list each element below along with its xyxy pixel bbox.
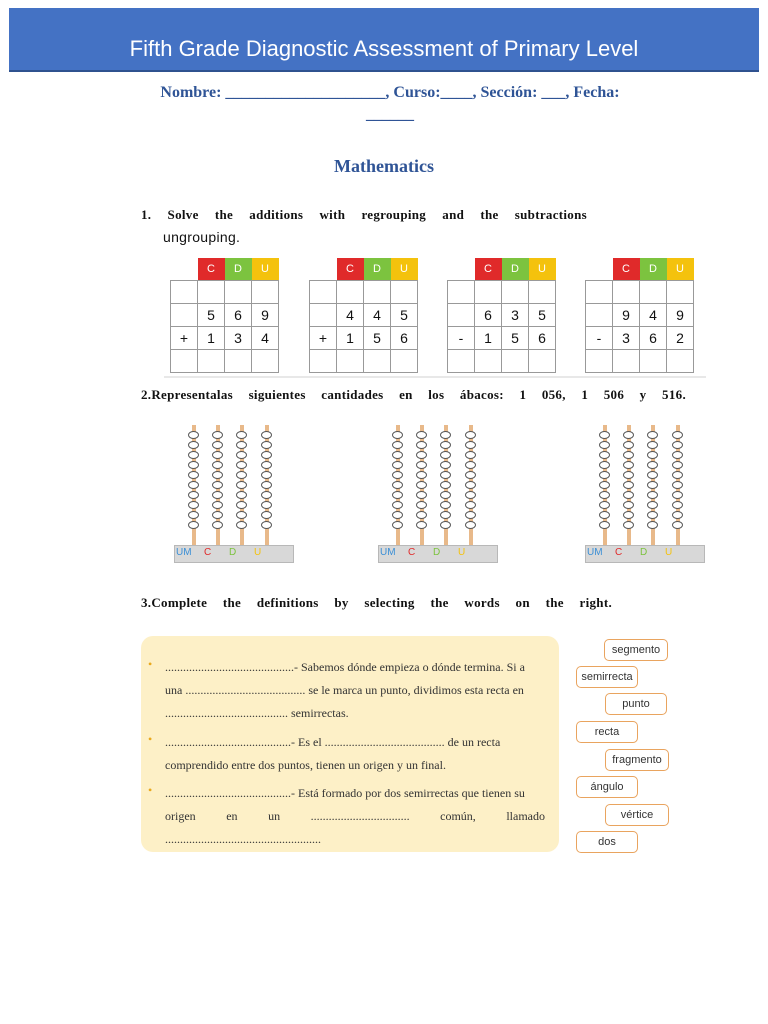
abacus-bead[interactable] xyxy=(647,481,658,489)
digit-cell: 5 xyxy=(391,304,418,327)
definition-3 xyxy=(165,782,545,851)
abacus-bead[interactable] xyxy=(416,431,427,439)
definition-2 xyxy=(165,731,545,777)
abacus-bead[interactable] xyxy=(672,511,683,519)
abacus-bead[interactable] xyxy=(465,471,476,479)
abacus-bead[interactable] xyxy=(672,491,683,499)
carry-cell[interactable] xyxy=(171,281,198,304)
header-blank-cell xyxy=(171,258,198,281)
column-header-c: C xyxy=(475,258,502,281)
abacus-1 xyxy=(174,425,299,575)
carry-cell[interactable] xyxy=(448,281,475,304)
abacus-bead[interactable] xyxy=(599,461,610,469)
abacus-bead[interactable] xyxy=(599,501,610,509)
answer-cell[interactable] xyxy=(171,350,198,373)
abacus-bead[interactable] xyxy=(440,511,451,519)
abacus-bead[interactable] xyxy=(188,491,199,499)
header-blank-cell xyxy=(310,258,337,281)
answer-cell[interactable] xyxy=(391,350,418,373)
abacus-bead[interactable] xyxy=(261,481,272,489)
abacus-bead[interactable] xyxy=(188,441,199,449)
header-blank-cell xyxy=(448,258,475,281)
abacus-bead[interactable] xyxy=(599,441,610,449)
operation-table-1 xyxy=(170,258,279,373)
abacus-bead[interactable] xyxy=(465,431,476,439)
student-info-line2: ______ xyxy=(366,106,414,123)
carry-cell[interactable] xyxy=(310,281,337,304)
abacus-bead[interactable] xyxy=(416,441,427,449)
digit-cell: 6 xyxy=(529,327,556,350)
abacus-label-c: C xyxy=(408,547,416,558)
carry-cell[interactable] xyxy=(475,281,502,304)
abacus-bead[interactable] xyxy=(212,511,223,519)
answer-cell[interactable] xyxy=(640,350,667,373)
abacus-bead[interactable] xyxy=(672,431,683,439)
abacus-bead[interactable] xyxy=(440,491,451,499)
carry-cell[interactable] xyxy=(225,281,252,304)
digit-cell: 4 xyxy=(640,304,667,327)
abacus-bead[interactable] xyxy=(261,451,272,459)
abacus-bead[interactable] xyxy=(236,431,247,439)
definition-2-line-1: ..........................................- Es el ........................................ de un recta xyxy=(165,735,501,749)
abacus-bead[interactable] xyxy=(672,471,683,479)
abacus-bead[interactable] xyxy=(188,471,199,479)
abacus-bead[interactable] xyxy=(236,461,247,469)
abacus-bead[interactable] xyxy=(599,471,610,479)
question-1-text: 1. Solve the additions with regrouping and the subtractions xyxy=(141,207,587,222)
digit-cell: 6 xyxy=(391,327,418,350)
abacus-bead[interactable] xyxy=(440,471,451,479)
abacus-bead[interactable] xyxy=(212,461,223,469)
definition-1-line-2: una ........................................ se le marca un punto, dividimos esta recta en xyxy=(165,683,524,697)
abacus-bead[interactable] xyxy=(465,521,476,529)
bullet-icon: • xyxy=(148,657,153,671)
abacus-bead[interactable] xyxy=(416,501,427,509)
answer-cell[interactable] xyxy=(448,350,475,373)
column-header-u: U xyxy=(529,258,556,281)
abacus-label-d: D xyxy=(433,547,441,558)
answer-cell[interactable] xyxy=(364,350,391,373)
digit-cell: 4 xyxy=(364,304,391,327)
operation-table-3 xyxy=(447,258,556,373)
abacus-bead[interactable] xyxy=(212,491,223,499)
abacus-bead[interactable] xyxy=(647,441,658,449)
sign-cell xyxy=(586,304,613,327)
word-semirrecta[interactable]: semirrecta xyxy=(576,666,638,688)
abacus-label-c: C xyxy=(204,547,212,558)
abacus-bead[interactable] xyxy=(599,481,610,489)
abacus-bead[interactable] xyxy=(416,491,427,499)
abacus-bead[interactable] xyxy=(465,511,476,519)
abacus-label-um: UM xyxy=(587,547,603,558)
abacus-bead[interactable] xyxy=(440,461,451,469)
abacus-bead[interactable] xyxy=(392,451,403,459)
abacus-bead[interactable] xyxy=(392,461,403,469)
column-header-d: D xyxy=(364,258,391,281)
abacus-bead[interactable] xyxy=(599,491,610,499)
column-header-d: D xyxy=(502,258,529,281)
column-header-c: C xyxy=(613,258,640,281)
carry-cell[interactable] xyxy=(252,281,279,304)
bullet-icon: • xyxy=(148,783,153,797)
abacus-bead[interactable] xyxy=(212,451,223,459)
definition-3-line-1: ..........................................- Está formado por dos semirrectas que tienen su xyxy=(165,786,525,800)
abacus-bead[interactable] xyxy=(261,461,272,469)
digit-cell: 3 xyxy=(225,327,252,350)
abacus-bead[interactable] xyxy=(416,521,427,529)
abacus-bead[interactable] xyxy=(188,501,199,509)
word-segmento[interactable]: segmento xyxy=(604,639,668,661)
abacus-bead[interactable] xyxy=(599,521,610,529)
abacus-bead[interactable] xyxy=(188,451,199,459)
question-3-text: 3.Complete the definitions by selecting the words on the right. xyxy=(141,595,612,610)
abacus-bead[interactable] xyxy=(623,451,634,459)
digit-cell: 5 xyxy=(364,327,391,350)
abacus-label-um: UM xyxy=(380,547,396,558)
abacus-bead[interactable] xyxy=(236,481,247,489)
abacus-bead[interactable] xyxy=(261,521,272,529)
carry-cell[interactable] xyxy=(391,281,418,304)
column-header-c: C xyxy=(198,258,225,281)
abacus-bead[interactable] xyxy=(672,501,683,509)
word-angulo[interactable]: ángulo xyxy=(576,776,638,798)
carry-cell[interactable] xyxy=(198,281,225,304)
abacus-bead[interactable] xyxy=(188,521,199,529)
digit-cell: 9 xyxy=(252,304,279,327)
abacus-bead[interactable] xyxy=(212,471,223,479)
abacus-bead[interactable] xyxy=(416,461,427,469)
column-header-d: D xyxy=(640,258,667,281)
abacus-bead[interactable] xyxy=(623,461,634,469)
abacus-bead[interactable] xyxy=(647,431,658,439)
abacus-bead[interactable] xyxy=(623,431,634,439)
answer-cell[interactable] xyxy=(225,350,252,373)
word-recta[interactable]: recta xyxy=(576,721,638,743)
abacus-bead[interactable] xyxy=(647,451,658,459)
operation-tables xyxy=(164,252,706,378)
abacus-bead[interactable] xyxy=(599,511,610,519)
abacus-bead[interactable] xyxy=(392,471,403,479)
carry-cell[interactable] xyxy=(529,281,556,304)
carry-cell[interactable] xyxy=(337,281,364,304)
digit-cell: 4 xyxy=(337,304,364,327)
digit-cell: 1 xyxy=(337,327,364,350)
abacus-bead[interactable] xyxy=(236,491,247,499)
abacus-bead[interactable] xyxy=(623,511,634,519)
abacus-bead[interactable] xyxy=(623,521,634,529)
carry-cell[interactable] xyxy=(586,281,613,304)
carry-cell[interactable] xyxy=(640,281,667,304)
abacus-2 xyxy=(378,425,503,575)
abacus-bead[interactable] xyxy=(392,441,403,449)
abacus-bead[interactable] xyxy=(440,431,451,439)
abacus-bead[interactable] xyxy=(188,431,199,439)
abacus-bead[interactable] xyxy=(212,441,223,449)
abacus-bead[interactable] xyxy=(647,511,658,519)
page-title: Fifth Grade Diagnostic Assessment of Primary Level xyxy=(129,36,639,61)
answer-cell[interactable] xyxy=(613,350,640,373)
abacus-bead[interactable] xyxy=(672,461,683,469)
sign-cell xyxy=(310,304,337,327)
abacus-bead[interactable] xyxy=(236,471,247,479)
abacus-bead[interactable] xyxy=(261,471,272,479)
definition-2-line-2: comprendido entre dos puntos, tienen un origen y un final. xyxy=(165,758,446,772)
operator-sign: - xyxy=(586,327,613,350)
abacus-bead[interactable] xyxy=(465,481,476,489)
abacus-bead[interactable] xyxy=(236,501,247,509)
abacus-bead[interactable] xyxy=(672,441,683,449)
abacus-bead[interactable] xyxy=(599,431,610,439)
operation-table-4 xyxy=(585,258,694,373)
sign-cell xyxy=(171,304,198,327)
student-info-line1: Nombre: ____________________, Curso:____, Sección: ___, Fecha: xyxy=(160,84,620,101)
abacus-bead[interactable] xyxy=(672,521,683,529)
abacus-bead[interactable] xyxy=(440,501,451,509)
abacus-label-c: C xyxy=(615,547,623,558)
abacus-bead[interactable] xyxy=(261,511,272,519)
abacus-bead[interactable] xyxy=(623,501,634,509)
abacus-bead[interactable] xyxy=(392,491,403,499)
abacus-bead[interactable] xyxy=(440,481,451,489)
abacus-bead[interactable] xyxy=(261,441,272,449)
answer-cell[interactable] xyxy=(310,350,337,373)
column-header-u: U xyxy=(252,258,279,281)
definitions-box xyxy=(141,636,559,852)
digit-cell: 3 xyxy=(613,327,640,350)
abacus-bead[interactable] xyxy=(188,511,199,519)
abacus-bead[interactable] xyxy=(236,521,247,529)
abacus-bead[interactable] xyxy=(392,501,403,509)
abacus-bead[interactable] xyxy=(465,441,476,449)
abacus-label-u: U xyxy=(254,547,262,558)
definition-3-line-2: origen en un ................................. común, llamado .................................................... xyxy=(165,809,545,846)
abacus-bead[interactable] xyxy=(672,451,683,459)
column-header-c: C xyxy=(337,258,364,281)
abacus-bead[interactable] xyxy=(236,451,247,459)
abacus-bead[interactable] xyxy=(647,501,658,509)
abacus-bead[interactable] xyxy=(647,471,658,479)
abacus-bead[interactable] xyxy=(623,481,634,489)
abacus-bead[interactable] xyxy=(212,501,223,509)
operator-sign: - xyxy=(448,327,475,350)
header-blank-cell xyxy=(586,258,613,281)
abacus-bead[interactable] xyxy=(440,521,451,529)
definition-1-line-1: ...........................................- Sabemos dónde empieza o dónde termina. Si a xyxy=(165,660,525,674)
definition-1-line-3: ......................................... semirrectas. xyxy=(165,706,349,720)
column-header-u: U xyxy=(667,258,694,281)
abacus-bead[interactable] xyxy=(261,501,272,509)
abacus-bead[interactable] xyxy=(440,451,451,459)
abacus-bead[interactable] xyxy=(261,491,272,499)
word-dos[interactable]: dos xyxy=(576,831,638,853)
abacus-bead[interactable] xyxy=(212,431,223,439)
word-punto[interactable]: punto xyxy=(605,693,667,715)
abacus-bead[interactable] xyxy=(672,481,683,489)
abacus-bead[interactable] xyxy=(188,481,199,489)
abacus-bead[interactable] xyxy=(392,521,403,529)
sign-cell xyxy=(448,304,475,327)
definition-1 xyxy=(165,656,545,725)
abacus-bead[interactable] xyxy=(623,441,634,449)
digit-cell: 5 xyxy=(198,304,225,327)
abacus-bead[interactable] xyxy=(261,431,272,439)
carry-cell[interactable] xyxy=(667,281,694,304)
question-1-text-cont: ungrouping. xyxy=(163,229,241,245)
abacus-bead[interactable] xyxy=(647,491,658,499)
digit-cell: 3 xyxy=(502,304,529,327)
answer-cell[interactable] xyxy=(586,350,613,373)
subject-title: Mathematics xyxy=(334,156,434,176)
answer-cell[interactable] xyxy=(475,350,502,373)
abacus-bead[interactable] xyxy=(392,481,403,489)
abacus-bead[interactable] xyxy=(465,461,476,469)
digit-cell: 5 xyxy=(529,304,556,327)
abacus-label-u: U xyxy=(458,547,466,558)
abacus-bead[interactable] xyxy=(647,521,658,529)
header-banner xyxy=(9,8,759,72)
operator-sign: + xyxy=(310,327,337,350)
answer-cell[interactable] xyxy=(198,350,225,373)
word-vertice[interactable]: vértice xyxy=(605,804,669,826)
abacus-3 xyxy=(585,425,710,575)
carry-cell[interactable] xyxy=(364,281,391,304)
abacus-bead[interactable] xyxy=(465,501,476,509)
abacus-bead[interactable] xyxy=(212,521,223,529)
abacus-bead[interactable] xyxy=(236,511,247,519)
abacus-label-d: D xyxy=(229,547,237,558)
digit-cell: 6 xyxy=(475,304,502,327)
carry-cell[interactable] xyxy=(613,281,640,304)
digit-cell: 9 xyxy=(667,304,694,327)
abacus-bead[interactable] xyxy=(623,491,634,499)
bullet-icon: • xyxy=(148,732,153,746)
column-header-u: U xyxy=(391,258,418,281)
abacus-bead[interactable] xyxy=(599,451,610,459)
abacus-bead[interactable] xyxy=(647,461,658,469)
abacus-bead[interactable] xyxy=(416,481,427,489)
abacus-bead[interactable] xyxy=(416,451,427,459)
abacus-bead[interactable] xyxy=(236,441,247,449)
carry-cell[interactable] xyxy=(502,281,529,304)
digit-cell: 4 xyxy=(252,327,279,350)
abacus-bead[interactable] xyxy=(392,431,403,439)
digit-cell: 5 xyxy=(502,327,529,350)
word-fragmento[interactable]: fragmento xyxy=(605,749,669,771)
operation-table-2 xyxy=(309,258,418,373)
abacus-bead[interactable] xyxy=(392,511,403,519)
answer-cell[interactable] xyxy=(337,350,364,373)
column-header-d: D xyxy=(225,258,252,281)
abacus-bead[interactable] xyxy=(416,471,427,479)
abacus-bead[interactable] xyxy=(212,481,223,489)
digit-cell: 6 xyxy=(225,304,252,327)
abacus-bead[interactable] xyxy=(465,451,476,459)
abacus-bead[interactable] xyxy=(416,511,427,519)
abacus-bead[interactable] xyxy=(440,441,451,449)
answer-cell[interactable] xyxy=(252,350,279,373)
abacus-bead[interactable] xyxy=(465,491,476,499)
abacus-bead[interactable] xyxy=(188,461,199,469)
digit-cell: 6 xyxy=(640,327,667,350)
digit-cell: 1 xyxy=(198,327,225,350)
abacus-bead[interactable] xyxy=(623,471,634,479)
digit-cell: 2 xyxy=(667,327,694,350)
answer-cell[interactable] xyxy=(667,350,694,373)
digit-cell: 1 xyxy=(475,327,502,350)
operator-sign: + xyxy=(171,327,198,350)
abacus-label-um: UM xyxy=(176,547,192,558)
question-2-text: 2.Representalas siguientes cantidades en los ábacos: 1 056, 1 506 y 516. xyxy=(141,387,686,402)
digit-cell: 9 xyxy=(613,304,640,327)
abacus-label-u: U xyxy=(665,547,673,558)
answer-cell[interactable] xyxy=(502,350,529,373)
abacus-label-d: D xyxy=(640,547,648,558)
answer-cell[interactable] xyxy=(529,350,556,373)
